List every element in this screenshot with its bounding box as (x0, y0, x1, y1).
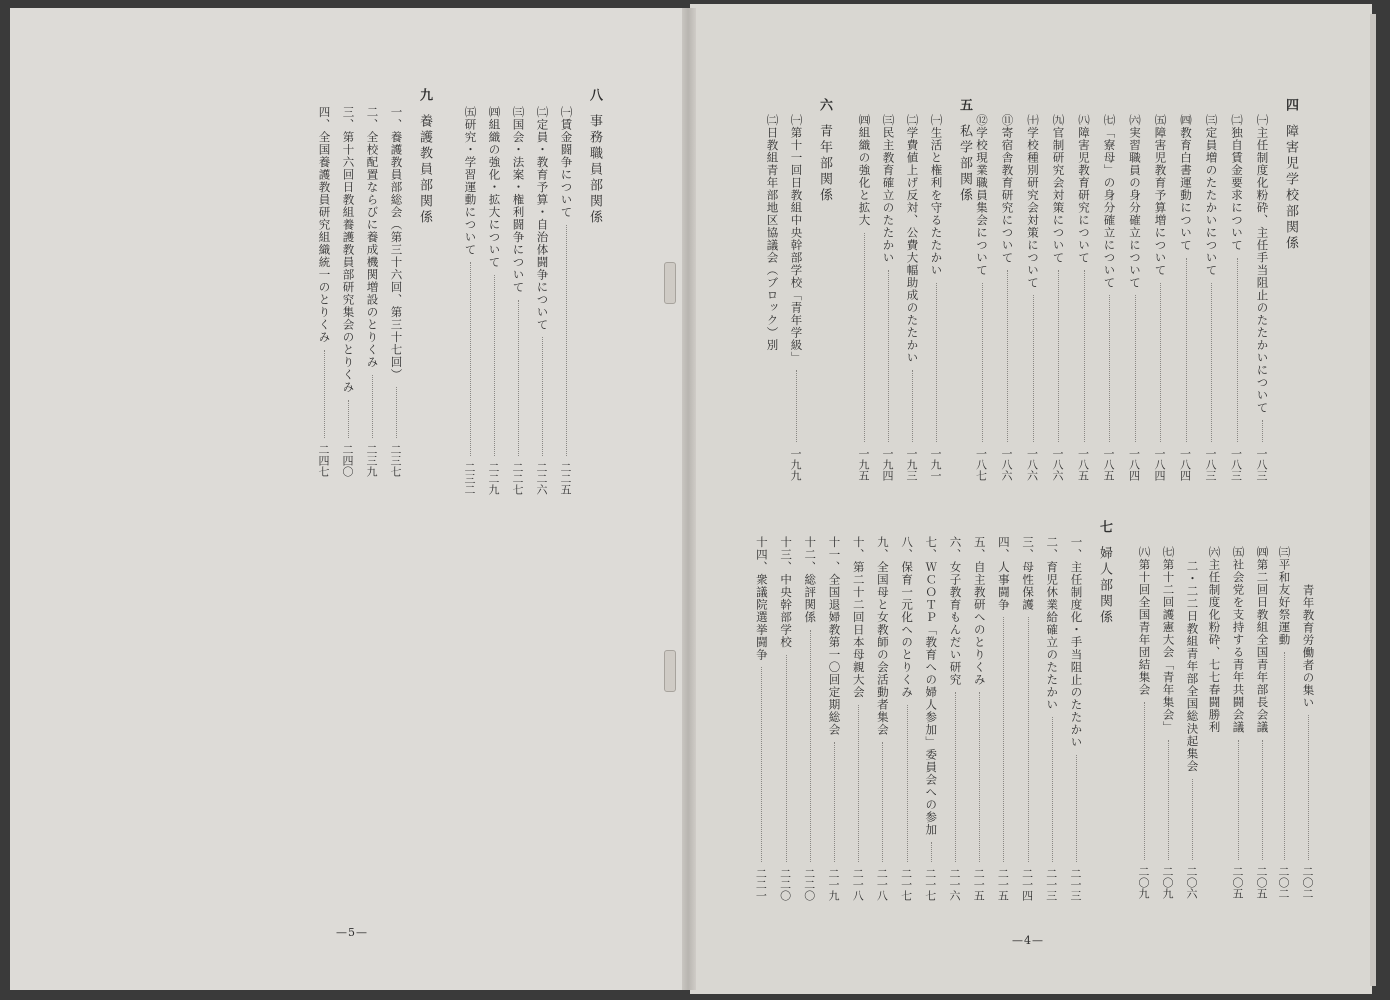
toc-entry-label: ㈤ (463, 106, 478, 119)
toc-entry-label: ㈥ (1128, 114, 1142, 127)
leader-dots (858, 705, 859, 863)
toc-entry-text: 民主教育確立のたたかい (881, 126, 896, 264)
toc-entry (925, 536, 937, 836)
leader-dots (348, 400, 349, 439)
toc-entry-text: 賃金闘争について (559, 118, 574, 219)
toc-entry-label: ㈡ (765, 114, 780, 127)
leader-dots (1052, 717, 1053, 862)
book-gutter (682, 8, 696, 990)
toc-entry-text: 第二回日教組全国青年部長会議 (1255, 558, 1270, 734)
toc-page-number: 二一五 (972, 868, 986, 901)
toc-entry (1138, 546, 1150, 696)
toc-entry (828, 536, 840, 736)
toc-page-number: 二〇六 (1185, 866, 1198, 899)
toc-entry-label: 八、 (900, 536, 915, 561)
leader-dots (882, 742, 883, 862)
toc-entry-label: ㈢ (881, 114, 896, 127)
toc-entry-text: 主任制度化粉砕、主任手当阻止のたたかいについて (1255, 126, 1270, 414)
toc-entry-label: ㈠ (929, 114, 944, 127)
toc-entry-label: 三、 (1021, 536, 1036, 561)
leader-dots (372, 375, 373, 439)
toc-entry (1046, 536, 1058, 711)
leader-dots (907, 705, 908, 863)
leader-dots (810, 630, 811, 863)
toc-page-number: 二一七 (923, 868, 937, 901)
toc-entry (780, 536, 792, 649)
toc-page-number: 一八四 (1153, 448, 1166, 481)
toc-entry-label: 十二、 (803, 536, 818, 574)
toc-entry-text: 学校種別研究会対策について (1026, 126, 1040, 289)
toc-entry (536, 106, 548, 331)
toc-entry (1278, 546, 1290, 646)
page-number: —4— (1012, 934, 1044, 947)
toc-entry-text: 全国養護教員研究組織統一のとりくみ (317, 131, 332, 344)
toc-page-number: 二一四 (1020, 868, 1034, 901)
toc-entry-text: 国会・法案・権利闘争について (511, 118, 526, 294)
toc-entry (1205, 114, 1217, 277)
toc-entry (1154, 114, 1166, 277)
toc-entry (1001, 114, 1013, 264)
leader-dots (1135, 295, 1136, 442)
toc-page-number: 一九一 (929, 448, 942, 481)
leader-dots (324, 350, 325, 439)
leader-dots (1237, 258, 1238, 443)
toc-entry-label: ㈣ (857, 114, 872, 127)
toc-page-number: 一八三 (1255, 448, 1268, 481)
toc-entry-label: ㈢ (1277, 546, 1292, 559)
toc-entry-text: 日教組青年部地区協議会（ブロック）別 (765, 126, 780, 352)
toc-page-number: 一八五 (1076, 448, 1090, 481)
toc-entry (1180, 114, 1192, 252)
toc-entry (1103, 114, 1115, 289)
toc-entry-text: 学校現業職員集会について (975, 126, 989, 277)
toc-entry (1052, 114, 1064, 264)
toc-entry (876, 536, 888, 736)
leader-dots (542, 337, 543, 456)
leader-dots (955, 692, 956, 862)
staple (664, 650, 676, 692)
toc-entry (882, 114, 894, 264)
toc-entry-text: 第十二回護憲大会「青年集会」 (1161, 558, 1176, 734)
toc-page-number: 一九五 (857, 448, 870, 481)
leader-dots (1144, 702, 1145, 860)
leader-dots (470, 262, 471, 456)
leader-dots (931, 842, 932, 862)
toc-page-number: 二三九 (365, 444, 378, 477)
toc-page-number: 二二七 (511, 462, 524, 495)
toc-entry-text: 全校配置ならびに養成機関増設のとりくみ (365, 131, 380, 369)
toc-entry-text: 研究・学習運動について (463, 118, 478, 256)
toc-entry (488, 106, 500, 269)
toc-entry (1129, 114, 1141, 289)
toc-entry-label: ㈤ (1153, 114, 1168, 127)
leader-dots (1211, 283, 1212, 443)
toc-entry-label: 十、 (851, 536, 866, 561)
toc-page-number: 一八五 (1102, 448, 1115, 481)
toc-entry (997, 536, 1009, 611)
toc-page-number: 一八四 (1127, 448, 1141, 481)
leader-dots (1192, 779, 1193, 861)
leader-dots (1238, 740, 1239, 861)
toc-entry-text: 第二十二回日本母親大会 (851, 561, 866, 699)
leader-dots (1109, 295, 1110, 442)
toc-entry (973, 536, 985, 686)
section-heading: 五私学部関係 (957, 98, 972, 204)
leader-dots (761, 667, 762, 862)
toc-entry-text: 女子教育もんだい研究 (948, 561, 963, 686)
toc-entry-label: ⑪ (1000, 114, 1015, 127)
toc-entry-text: 保育一元化へのとりくみ (900, 561, 915, 699)
toc-entry-label: 十四、 (754, 536, 769, 574)
toc-page-number: 二〇九 (1137, 866, 1150, 899)
toc-entry-label: 九、 (875, 536, 890, 561)
toc-entry-label: 四、 (317, 106, 332, 131)
toc-entry-label: ㈣ (487, 106, 502, 119)
leader-dots (518, 300, 519, 457)
leader-dots (1003, 617, 1004, 862)
toc-entry-label: 十三、 (779, 536, 794, 574)
toc-entry-text: 中央幹部学校 (779, 573, 794, 649)
toc-entry-text: 社会党を支持する青年共闘会議 (1231, 558, 1246, 734)
toc-entry-text: 主任制度化・手当阻止のたたかい (1069, 561, 1084, 749)
toc-entry-label: ㈣ (1179, 114, 1193, 127)
toc-page-number: 二一八 (875, 868, 889, 901)
toc-entry-text: 平和友好祭運動 (1277, 558, 1292, 646)
toc-entry-label: 十一、 (827, 536, 842, 574)
toc-entry-label: ㈠ (789, 114, 804, 127)
toc-entry (1027, 114, 1039, 289)
toc-entry-label: ㈢ (1204, 114, 1219, 127)
toc-entry (366, 106, 378, 369)
toc-entry (390, 106, 402, 381)
leader-dots (1186, 258, 1187, 443)
toc-page-number: 二〇二 (1301, 866, 1314, 899)
toc-entry-label: ㈥ (1207, 546, 1222, 559)
section-heading: 七婦人部関係 (1097, 520, 1112, 626)
toc-entry-label: ㈩ (1026, 114, 1040, 127)
leader-dots (796, 370, 797, 442)
toc-page-number: 二一六 (948, 868, 961, 901)
toc-page-number: 一八七 (974, 448, 988, 481)
toc-entry-label: 五、 (972, 536, 987, 561)
toc-entry-text: 障害児教育研究について (1077, 126, 1091, 264)
toc-entry-text: 官制研究会対策について (1051, 126, 1066, 264)
toc-entry-text: 自主教研へのとりくみ (972, 561, 987, 686)
toc-entry (1022, 536, 1034, 611)
leader-dots (566, 225, 567, 457)
toc-entry-label: ⑫ (975, 114, 989, 127)
toc-page-number: 二二一 (754, 868, 768, 901)
toc-entry-text: 障害児教育予算増について (1153, 126, 1168, 277)
leader-dots (396, 387, 397, 438)
toc-entry (1208, 546, 1220, 734)
toc-entry-text: 養護教員部総会（第三十六回、第三十七回） (389, 131, 404, 381)
toc-entry (464, 106, 476, 256)
toc-entry-text: 全国母と女教師の会活動者集会 (875, 561, 890, 736)
toc-entry-label: ㈦ (1161, 546, 1176, 559)
toc-entry-label: ㈡ (535, 106, 550, 119)
section-heading: 六青年部関係 (817, 98, 832, 204)
toc-entry-label: ㈧ (1077, 114, 1091, 127)
toc-entry-text: 教育白書運動について (1179, 126, 1193, 252)
toc-entry-label: ㈤ (1231, 546, 1246, 559)
toc-entry (906, 114, 918, 364)
toc-page-number: 二二九 (487, 462, 500, 495)
leader-dots (1168, 740, 1169, 861)
toc-entry-text: ＷＣＯＴＰ「教育への婦人参加」委員会への参加 (924, 561, 939, 836)
toc-entry-text: 二・二二日教組青年部全国総決起集会 (1185, 560, 1200, 773)
toc-entry-text: 育児休業給確立のたたかい (1045, 561, 1060, 711)
section-heading: 八事務職員部関係 (587, 88, 602, 226)
toc-entry (1186, 560, 1198, 773)
toc-page-number: 一八六 (1000, 448, 1013, 481)
toc-entry-text: 青年教育労働者の集い (1301, 584, 1316, 709)
toc-entry-label: ㈦ (1102, 114, 1117, 127)
page-number: —5— (336, 926, 368, 939)
toc-page-number: 二一三 (1044, 868, 1058, 901)
toc-page-number: 一八六 (1025, 448, 1039, 481)
toc-page-number: 二四七 (317, 444, 330, 477)
toc-entry-text: 全国退婦教第一〇回定期総会 (827, 573, 842, 736)
leader-dots (1262, 420, 1263, 442)
toc-entry-label: 一、 (389, 106, 404, 131)
toc-entry-label: 二、 (1045, 536, 1060, 561)
leader-dots (1308, 715, 1309, 860)
toc-entry-label: ㈨ (1051, 114, 1066, 127)
toc-entry (949, 536, 961, 686)
leader-dots (834, 742, 835, 862)
toc-page-number: 二四〇 (341, 444, 354, 477)
leader-dots (494, 275, 495, 457)
leader-dots (1084, 270, 1085, 442)
toc-entry-label: ㈠ (1255, 114, 1270, 127)
toc-entry (1162, 546, 1174, 734)
leader-dots (1028, 617, 1029, 862)
leader-dots (864, 233, 865, 443)
toc-entry-label: ㈡ (1230, 114, 1244, 127)
toc-entry (1232, 546, 1244, 734)
toc-entry-text: 主任制度化粉砕、七七春闘勝利 (1207, 558, 1222, 734)
leader-dots (888, 270, 889, 442)
toc-entry (512, 106, 524, 294)
leader-dots (1284, 652, 1285, 860)
leader-dots (936, 283, 937, 443)
toc-entry (766, 114, 778, 352)
toc-entry (858, 114, 870, 227)
toc-page-number: 二一三 (1069, 868, 1082, 901)
toc-entry (318, 106, 330, 344)
toc-page-number: 二一七 (899, 868, 913, 901)
toc-entry-text: 実習職員の身分確立について (1128, 126, 1142, 289)
toc-entry-label: 一、 (1069, 536, 1084, 561)
toc-page-number: 二三七 (389, 444, 402, 477)
toc-entry-text: 衆議院選挙闘争 (754, 573, 769, 661)
toc-entry (804, 536, 816, 624)
toc-entry-text: 第十六回日教組養護教員部研究集会のとりくみ (341, 131, 356, 394)
toc-entry (976, 114, 988, 277)
leader-dots (912, 370, 913, 442)
toc-entry-label: 六、 (948, 536, 963, 561)
toc-entry-label: 七、 (924, 536, 939, 561)
toc-entry-text: 独自賃金要求について (1230, 126, 1244, 252)
toc-page-number: 一八六 (1051, 448, 1064, 481)
toc-page-number: 二二五 (559, 462, 572, 495)
toc-entry-text: 人事闘争 (996, 561, 1011, 611)
leader-dots (1262, 740, 1263, 861)
toc-entry (901, 536, 913, 699)
toc-page-number: 二〇九 (1161, 866, 1174, 899)
toc-entry-label: ㈣ (1255, 546, 1270, 559)
leader-dots (786, 655, 787, 863)
leader-dots (1058, 270, 1059, 442)
leader-dots (1160, 283, 1161, 443)
toc-page-number: 一九九 (789, 448, 802, 481)
toc-page-number: 二〇五 (1231, 866, 1244, 899)
toc-entry (1231, 114, 1243, 252)
toc-entry-text: 第十一回日教組中央幹部学校「青年学級」 (789, 126, 804, 364)
toc-entry-text: 「寮母」の身分確立について (1102, 126, 1117, 289)
leader-dots (1076, 755, 1077, 863)
toc-entry (852, 536, 864, 699)
toc-entry-text: 第十回全国青年団結集会 (1137, 558, 1152, 696)
toc-entry-label: 四、 (996, 536, 1011, 561)
toc-entry (930, 114, 942, 277)
toc-entry (1256, 114, 1268, 414)
toc-entry (755, 536, 767, 661)
leader-dots (1033, 295, 1034, 442)
toc-entry-text: 総評関係 (803, 573, 818, 624)
toc-entry (560, 106, 572, 219)
toc-page-number: 二二〇 (778, 868, 792, 901)
toc-entry-text: 学費値上げ反対、公費大幅助成のたたかい (905, 126, 920, 364)
toc-page-number: 二三二 (463, 462, 476, 495)
toc-page-number: 一八三 (1204, 448, 1217, 481)
toc-entry-label: ㈠ (559, 106, 574, 119)
toc-entry-text: 母性保護 (1021, 561, 1036, 611)
leader-dots (979, 692, 980, 862)
toc-page-number: 一八四 (1178, 448, 1192, 481)
section-heading: 四障害児学校部関係 (1283, 98, 1298, 252)
toc-entry (1302, 584, 1314, 709)
toc-page-number: 一八三 (1229, 448, 1243, 481)
toc-entry-label: 二、 (365, 106, 380, 131)
toc-entry (790, 114, 802, 364)
toc-page-number: 一九四 (881, 448, 894, 481)
toc-entry-label: ㈡ (905, 114, 920, 127)
leader-dots (1007, 270, 1008, 442)
leader-dots (982, 283, 983, 443)
toc-page-number: 二一五 (996, 868, 1010, 901)
toc-page-number: 二二六 (535, 462, 548, 495)
toc-page-number: 二二〇 (802, 868, 816, 901)
toc-entry-label: ㈧ (1137, 546, 1152, 559)
toc-page-number: 二〇二 (1277, 866, 1290, 899)
section-heading: 九養護教員部関係 (417, 88, 432, 226)
toc-entry-text: 組織の強化・拡大について (487, 118, 502, 269)
toc-entry-label: 三、 (341, 106, 356, 131)
toc-entry-label: ㈢ (511, 106, 526, 119)
page-edge (1370, 14, 1376, 986)
toc-page-number: 二〇五 (1255, 866, 1268, 899)
toc-entry (1070, 536, 1082, 749)
toc-page-number: 二一九 (827, 868, 840, 901)
toc-entry-text: 組織の強化と拡大 (857, 126, 872, 227)
toc-page-number: 二一八 (851, 868, 865, 901)
toc-entry-text: 定員・教育予算・自治体闘争について (535, 118, 550, 331)
toc-entry (1078, 114, 1090, 264)
toc-page-number: 一九三 (905, 448, 918, 481)
toc-entry-text: 寄宿舎教育研究について (1000, 126, 1015, 264)
staple (664, 262, 676, 304)
toc-entry-text: 生活と権利を守るたたかい (929, 126, 944, 277)
toc-entry (1256, 546, 1268, 734)
toc-entry-text: 定員増のたたかいについて (1204, 126, 1219, 277)
toc-entry (342, 106, 354, 394)
